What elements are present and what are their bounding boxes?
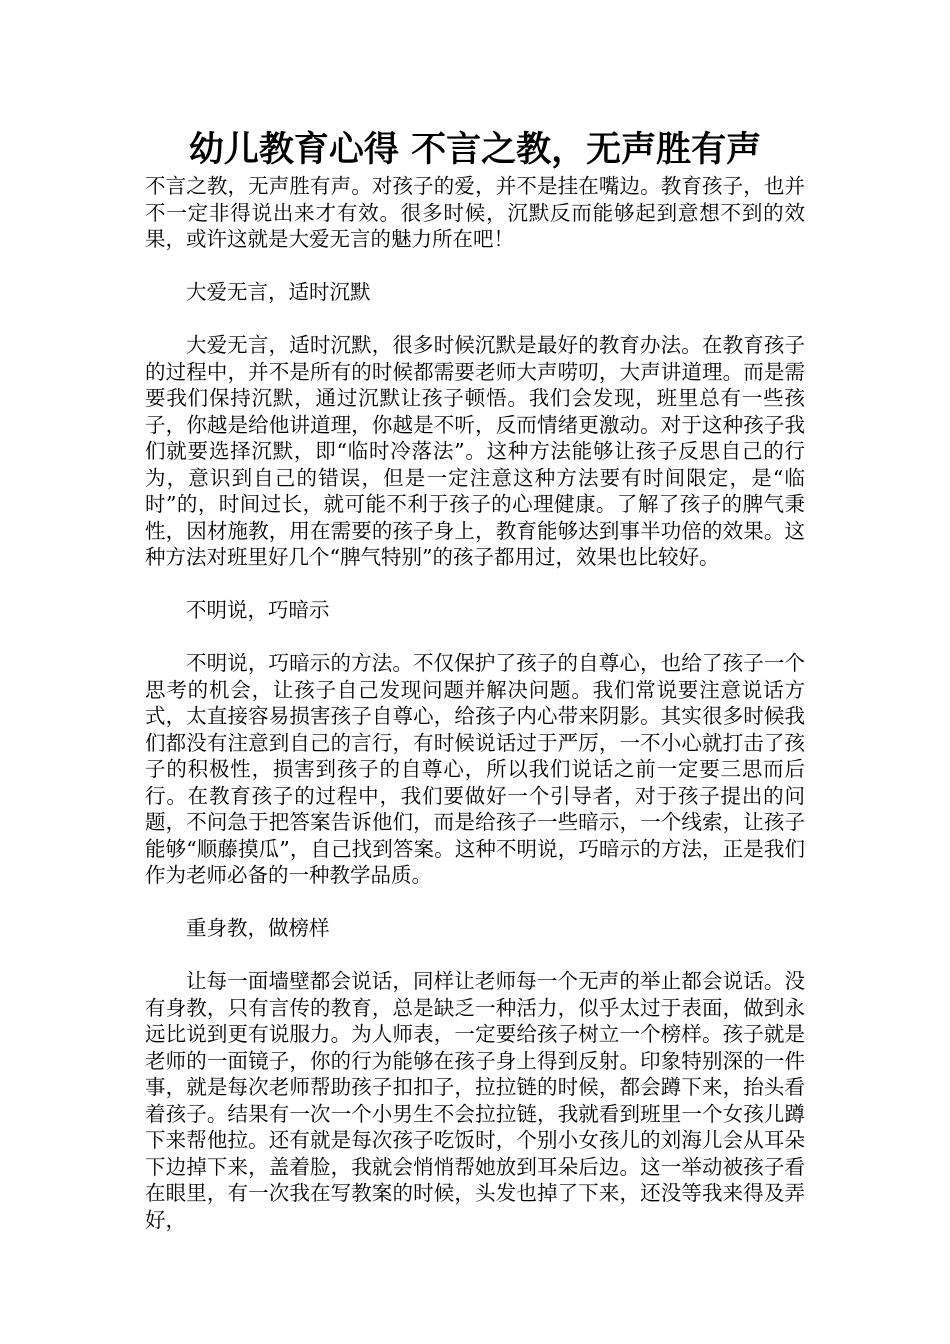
section-heading-silence: 大爱无言，适时沉默 [186,280,371,304]
section-paragraph-hint: 不明说，巧暗示的方法。不仅保护了孩子的自尊心，也给了孩子一个思考的机会，让孩子自己发现问题并解决问题。我们常说要注意说话方式，太直接容易损害孩子自尊心，给孩子内心带来阴影。其实很多时候我们都没有注意到自己的言行，有时候说话过于严厉，一不小心就打击了孩子的积极性，损害到孩子的自尊心，所以我们说话之前一定要三思而后行。在教育孩子的过程中，我们要做好一个引导者，对于孩子提出的问题，不问急于把答案告诉他们，而是给孩子一些暗示，一个线索，让孩子能够“顺藤摸瓜”，自己找到答案。这种不明说，巧暗示的方法，正是我们作为老师必备的一种教学品质。 [145,651,805,887]
document-body [145,173,805,1233]
section-paragraph-example: 让每一面墙壁都会说话，同样让老师每一个无声的举止都会说话。没有身教，只有言传的教育，总是缺乏一种活力，似乎太过于表面，做到永远比说到更有说服力。为人师表，一定要给孩子树立一个榜样。孩子就是老师的一面镜子，你的行为能够在孩子身上得到反射。印象特别深的一件事，就是每次老师帮助孩子扣扣子，拉拉链的时候，都会蹲下来，抬头看着孩子。结果有一次一个小男生不会拉拉链，我就看到班里一个女孩儿蹲下来帮他拉。还有就是每次孩子吃饭时，个别小女孩儿的刘海儿会从耳朵下边掉下来，盖着脸，我就会悄悄帮她放到耳朵后边。这一举动被孩子看在眼里，有一次我在写教案的时候，头发也掉了下来，还没等我来得及弄好， [145,969,805,1232]
section-heading-hint: 不明说，巧暗示 [186,598,330,622]
intro-paragraph: 不言之教，无声胜有声。对孩子的爱，并不是挂在嘴边。教育孩子，也并不一定非得说出来才有效。很多时候，沉默反而能够起到意想不到的效果，或许这就是大爱无言的魅力所在吧！ [145,174,805,251]
section-paragraph-silence: 大爱无言，适时沉默，很多时候沉默是最好的教育办法。在教育孩子的过程中，并不是所有的时候都需要老师大声唠叨，大声讲道理。而是需要我们保持沉默，通过沉默让孩子顿悟。我们会发现，班里总有一些孩子，你越是给他讲道理，你越是不听，反而情绪更激动。对于这种孩子我们就要选择沉默，即“临时冷落法”。这种方法能够让孩子反思自己的行为，意识到自己的错误，但是一定注意这种方法要有时间限定，是“临时”的，时间过长，就可能不利于孩子的心理健康。了解了孩子的脾气秉性，因材施教，用在需要的孩子身上，教育能够达到事半功倍的效果。这种方法对班里好几个“脾气特别”的孩子都用过，效果也比较好。 [145,333,805,569]
section-heading-example: 重身教，做榜样 [186,916,330,940]
document-title: 幼儿教育心得 不言之教，无声胜有声 [188,129,762,170]
